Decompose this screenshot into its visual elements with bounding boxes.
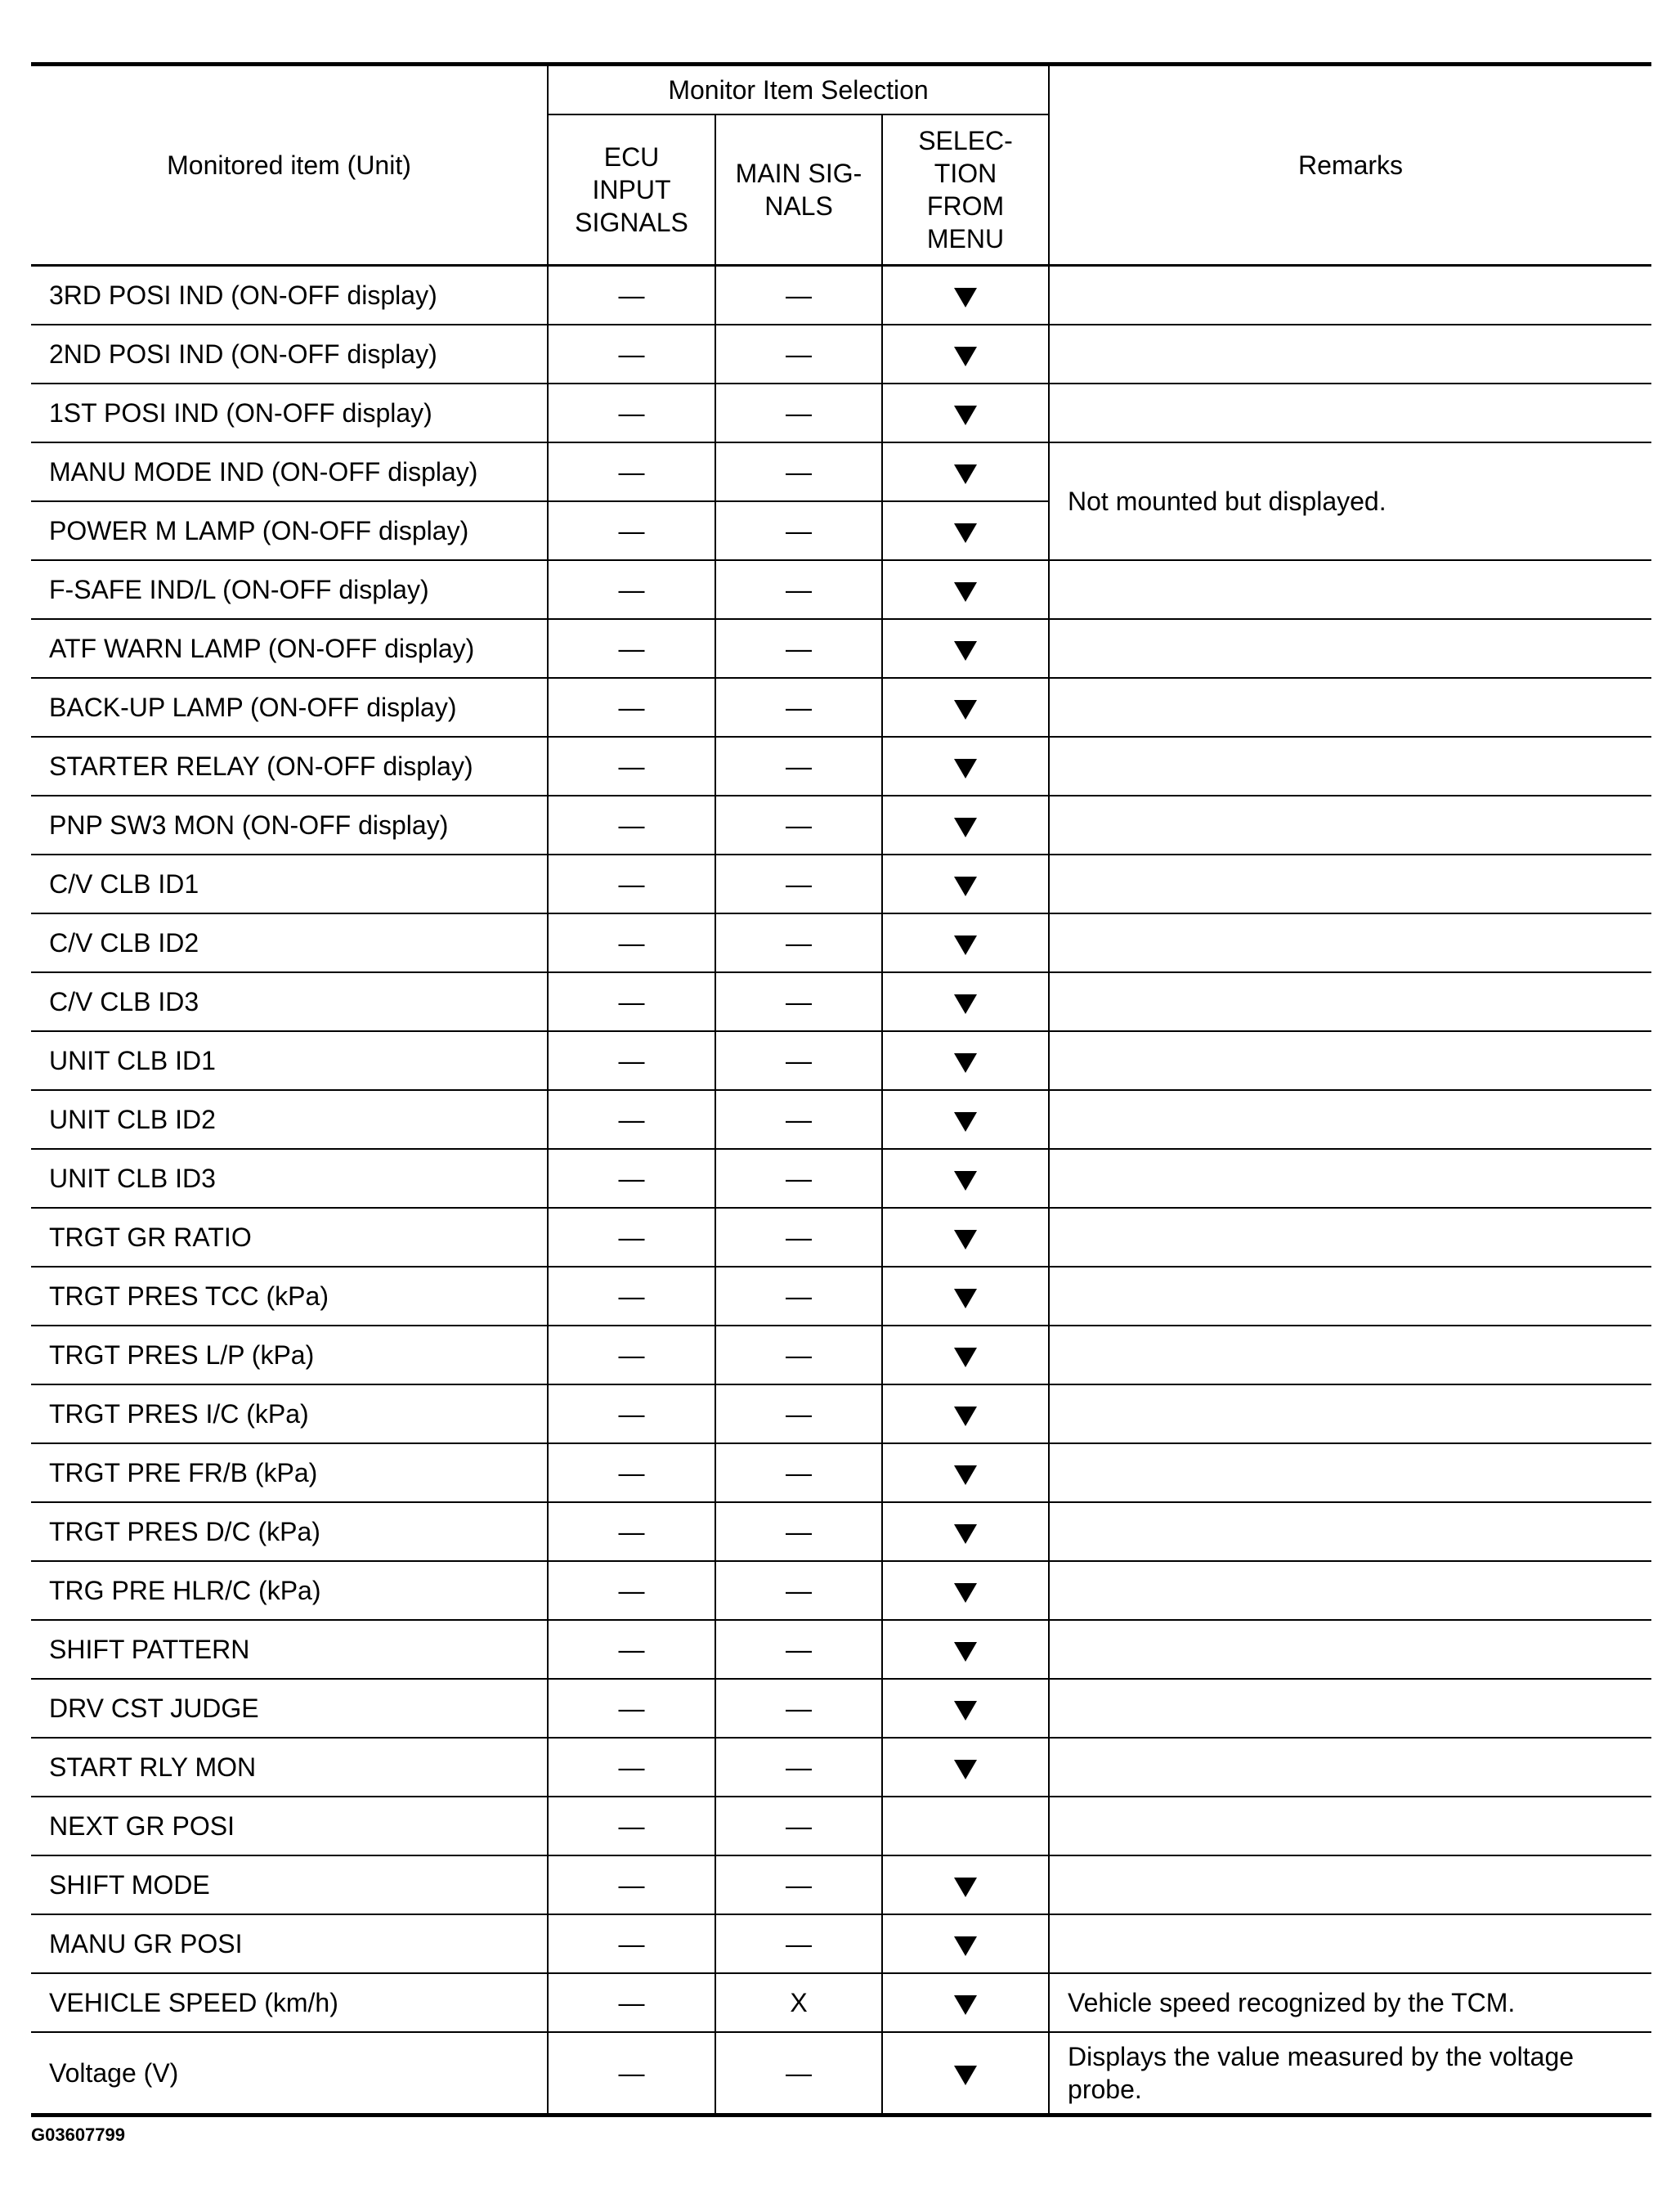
monitored-item-cell: C/V CLB ID1: [31, 855, 548, 913]
ecu-input-signals-cell: —: [548, 1561, 715, 1620]
selection-from-menu-cell: [882, 266, 1049, 325]
remarks-cell: [1049, 266, 1651, 325]
triangle-down-icon: [954, 1642, 977, 1662]
remarks-cell: [1049, 619, 1651, 678]
ecu-input-signals-cell: —: [548, 1620, 715, 1679]
selection-from-menu-cell: [882, 796, 1049, 855]
monitored-item-cell: 2ND POSI IND (ON-OFF display): [31, 325, 548, 384]
triangle-down-icon: [954, 641, 977, 661]
monitored-item-cell: DRV CST JUDGE: [31, 1679, 548, 1738]
main-signals-cell: —: [715, 1738, 882, 1797]
main-signals-cell: —: [715, 972, 882, 1031]
monitored-item-cell: 3RD POSI IND (ON-OFF display): [31, 266, 548, 325]
monitored-item-cell: TRGT PRES TCC (kPa): [31, 1267, 548, 1326]
monitored-item-cell: TRGT PRES D/C (kPa): [31, 1502, 548, 1561]
header-monitored-item: Monitored item (Unit): [31, 65, 548, 266]
remarks-cell: [1049, 737, 1651, 796]
triangle-down-icon: [954, 1230, 977, 1250]
ecu-input-signals-cell: —: [548, 619, 715, 678]
remarks-cell: [1049, 1267, 1651, 1326]
selection-from-menu-cell: [882, 501, 1049, 560]
table-row: [31, 1679, 1651, 1738]
selection-from-menu-cell: [882, 384, 1049, 442]
triangle-down-icon: [954, 1407, 977, 1426]
ecu-input-signals-cell: —: [548, 796, 715, 855]
table-row: [31, 1031, 1651, 1090]
triangle-down-icon: [954, 1112, 977, 1132]
selection-from-menu-cell: [882, 1443, 1049, 1502]
monitor-item-table-sheet: [31, 62, 1651, 2117]
triangle-down-icon: [954, 818, 977, 837]
table-row: [31, 913, 1651, 972]
selection-from-menu-cell: [882, 1384, 1049, 1443]
ecu-input-signals-cell: —: [548, 1797, 715, 1855]
main-signals-cell: X: [715, 1973, 882, 2032]
remarks-cell: [1049, 1443, 1651, 1502]
triangle-down-icon: [954, 1171, 977, 1191]
triangle-down-icon: [954, 2066, 977, 2085]
remarks-cell: Displays the value measured by the voltage probe.: [1049, 2032, 1651, 2116]
ecu-input-signals-cell: —: [548, 1208, 715, 1267]
ecu-input-signals-cell: —: [548, 501, 715, 560]
table-body: [31, 266, 1651, 2116]
header-main-signals: MAIN SIG- NALS: [715, 114, 882, 266]
selection-from-menu-cell: [882, 1620, 1049, 1679]
selection-from-menu-cell: [882, 737, 1049, 796]
main-signals-cell: —: [715, 1561, 882, 1620]
table-row: [31, 1326, 1651, 1384]
main-signals-cell: —: [715, 1855, 882, 1914]
selection-from-menu-cell: [882, 972, 1049, 1031]
remarks-cell: [1049, 1855, 1651, 1914]
ecu-input-signals-cell: —: [548, 560, 715, 619]
ecu-input-signals-cell: —: [548, 2032, 715, 2116]
remarks-cell: [1049, 972, 1651, 1031]
selection-from-menu-cell: [882, 678, 1049, 737]
table-row: [31, 1149, 1651, 1208]
ecu-input-signals-cell: —: [548, 1679, 715, 1738]
triangle-down-icon: [954, 1053, 977, 1073]
main-signals-cell: —: [715, 1267, 882, 1326]
monitored-item-cell: SHIFT MODE: [31, 1855, 548, 1914]
main-signals-cell: —: [715, 1797, 882, 1855]
table-row: [31, 1384, 1651, 1443]
main-signals-cell: —: [715, 501, 882, 560]
ecu-input-signals-cell: —: [548, 1502, 715, 1561]
monitored-item-cell: BACK-UP LAMP (ON-OFF display): [31, 678, 548, 737]
ecu-input-signals-cell: —: [548, 972, 715, 1031]
triangle-down-icon: [954, 1465, 977, 1485]
ecu-input-signals-cell: —: [548, 737, 715, 796]
monitored-item-cell: TRG PRE HLR/C (kPa): [31, 1561, 548, 1620]
remarks-cell: [1049, 1679, 1651, 1738]
selection-from-menu-cell: [882, 1973, 1049, 2032]
remarks-cell: [1049, 1031, 1651, 1090]
ecu-input-signals-cell: —: [548, 1855, 715, 1914]
main-signals-cell: —: [715, 619, 882, 678]
ecu-input-signals-cell: —: [548, 1090, 715, 1149]
monitored-item-cell: F-SAFE IND/L (ON-OFF display): [31, 560, 548, 619]
header-monitor-item-selection: Monitor Item Selection: [548, 65, 1049, 115]
main-signals-cell: —: [715, 442, 882, 501]
monitored-item-cell: ATF WARN LAMP (ON-OFF display): [31, 619, 548, 678]
table-row: [31, 1267, 1651, 1326]
monitored-item-cell: PNP SW3 MON (ON-OFF display): [31, 796, 548, 855]
main-signals-cell: —: [715, 1031, 882, 1090]
monitored-item-cell: VEHICLE SPEED (km/h): [31, 1973, 548, 2032]
remarks-cell: [1049, 1502, 1651, 1561]
header-remarks: Remarks: [1049, 65, 1651, 266]
table-row: [31, 737, 1651, 796]
triangle-down-icon: [954, 1936, 977, 1956]
triangle-down-icon: [954, 1878, 977, 1897]
monitored-item-cell: STARTER RELAY (ON-OFF display): [31, 737, 548, 796]
triangle-down-icon: [954, 1701, 977, 1721]
main-signals-cell: —: [715, 796, 882, 855]
main-signals-cell: —: [715, 1443, 882, 1502]
main-signals-cell: —: [715, 855, 882, 913]
remarks-cell: [1049, 560, 1651, 619]
triangle-down-icon: [954, 582, 977, 602]
ecu-input-signals-cell: —: [548, 855, 715, 913]
triangle-down-icon: [954, 1348, 977, 1367]
triangle-down-icon: [954, 700, 977, 720]
selection-from-menu-cell: [882, 325, 1049, 384]
table-row: [31, 619, 1651, 678]
ecu-input-signals-cell: —: [548, 1384, 715, 1443]
main-signals-cell: —: [715, 678, 882, 737]
table-row: [31, 1797, 1651, 1855]
selection-from-menu-cell: [882, 2032, 1049, 2116]
triangle-down-icon: [954, 935, 977, 955]
selection-from-menu-cell: [882, 1679, 1049, 1738]
ecu-input-signals-cell: —: [548, 384, 715, 442]
selection-from-menu-cell: [882, 1326, 1049, 1384]
ecu-input-signals-cell: —: [548, 678, 715, 737]
triangle-down-icon: [954, 1760, 977, 1779]
ecu-input-signals-cell: —: [548, 1326, 715, 1384]
monitored-item-cell: UNIT CLB ID1: [31, 1031, 548, 1090]
table-row: [31, 855, 1651, 913]
monitored-item-cell: Voltage (V): [31, 2032, 548, 2116]
triangle-down-icon: [954, 1289, 977, 1308]
remarks-cell: [1049, 1326, 1651, 1384]
remarks-cell: [1049, 796, 1651, 855]
triangle-down-icon: [954, 1995, 977, 2015]
triangle-down-icon: [954, 347, 977, 366]
monitored-item-cell: MANU GR POSI: [31, 1914, 548, 1973]
table-row: [31, 972, 1651, 1031]
main-signals-cell: —: [715, 266, 882, 325]
ecu-input-signals-cell: —: [548, 442, 715, 501]
remarks-cell: [1049, 1149, 1651, 1208]
remarks-cell: Vehicle speed recognized by the TCM.: [1049, 1973, 1651, 2032]
selection-from-menu-cell: [882, 1090, 1049, 1149]
selection-from-menu-cell: [882, 560, 1049, 619]
triangle-down-icon: [954, 877, 977, 896]
monitored-item-cell: POWER M LAMP (ON-OFF display): [31, 501, 548, 560]
triangle-down-icon: [954, 994, 977, 1014]
triangle-down-icon: [954, 406, 977, 425]
monitored-item-cell: C/V CLB ID2: [31, 913, 548, 972]
main-signals-cell: —: [715, 1914, 882, 1973]
remarks-cell: [1049, 1208, 1651, 1267]
monitored-item-cell: SHIFT PATTERN: [31, 1620, 548, 1679]
table-row: [31, 1090, 1651, 1149]
main-signals-cell: —: [715, 1620, 882, 1679]
main-signals-cell: —: [715, 560, 882, 619]
selection-from-menu-cell: [882, 1267, 1049, 1326]
header-ecu-input-signals: ECU INPUT SIGNALS: [548, 114, 715, 266]
remarks-cell: [1049, 384, 1651, 442]
main-signals-cell: —: [715, 1208, 882, 1267]
figure-id: G03607799: [31, 2124, 125, 2145]
table-row: [31, 1855, 1651, 1914]
table-row: [31, 1973, 1651, 2032]
table-row: [31, 1561, 1651, 1620]
table-row: [31, 384, 1651, 442]
table-row: [31, 1738, 1651, 1797]
triangle-down-icon: [954, 523, 977, 543]
table-row: [31, 678, 1651, 737]
selection-from-menu-cell: [882, 913, 1049, 972]
table-row: [31, 266, 1651, 325]
ecu-input-signals-cell: —: [548, 1914, 715, 1973]
monitored-item-cell: NEXT GR POSI: [31, 1797, 548, 1855]
ecu-input-signals-cell: —: [548, 1267, 715, 1326]
table-row: [31, 796, 1651, 855]
remarks-cell: [1049, 325, 1651, 384]
selection-from-menu-cell: [882, 1208, 1049, 1267]
table-row: [31, 1502, 1651, 1561]
monitored-item-cell: TRGT GR RATIO: [31, 1208, 548, 1267]
ecu-input-signals-cell: —: [548, 1443, 715, 1502]
selection-from-menu-cell: [882, 619, 1049, 678]
main-signals-cell: —: [715, 1679, 882, 1738]
remarks-cell: [1049, 1384, 1651, 1443]
main-signals-cell: —: [715, 913, 882, 972]
ecu-input-signals-cell: —: [548, 913, 715, 972]
monitored-item-cell: TRGT PRES I/C (kPa): [31, 1384, 548, 1443]
triangle-down-icon: [954, 464, 977, 484]
selection-from-menu-cell: [882, 1502, 1049, 1561]
remarks-cell: [1049, 678, 1651, 737]
selection-from-menu-cell: [882, 1031, 1049, 1090]
selection-from-menu-cell: [882, 855, 1049, 913]
monitor-item-table: [31, 62, 1651, 2117]
selection-from-menu-cell: [882, 442, 1049, 501]
selection-from-menu-cell: [882, 1738, 1049, 1797]
header-selection-from-menu: SELEC- TION FROM MENU: [882, 114, 1049, 266]
monitored-item-cell: 1ST POSI IND (ON-OFF display): [31, 384, 548, 442]
selection-from-menu-cell: [882, 1914, 1049, 1973]
remarks-cell: [1049, 855, 1651, 913]
table-row: [31, 1914, 1651, 1973]
main-signals-cell: —: [715, 325, 882, 384]
monitored-item-cell: C/V CLB ID3: [31, 972, 548, 1031]
monitored-item-cell: UNIT CLB ID2: [31, 1090, 548, 1149]
ecu-input-signals-cell: —: [548, 325, 715, 384]
ecu-input-signals-cell: —: [548, 1031, 715, 1090]
triangle-down-icon: [954, 759, 977, 778]
table-row: [31, 1208, 1651, 1267]
remarks-cell: [1049, 1738, 1651, 1797]
remarks-cell: [1049, 1561, 1651, 1620]
main-signals-cell: —: [715, 2032, 882, 2116]
monitored-item-cell: TRGT PRE FR/B (kPa): [31, 1443, 548, 1502]
triangle-down-icon: [954, 288, 977, 307]
main-signals-cell: —: [715, 1326, 882, 1384]
table-row: [31, 442, 1651, 501]
table-row: [31, 1620, 1651, 1679]
main-signals-cell: —: [715, 1384, 882, 1443]
selection-from-menu-cell: [882, 1797, 1049, 1855]
selection-from-menu-cell: [882, 1561, 1049, 1620]
ecu-input-signals-cell: —: [548, 1738, 715, 1797]
ecu-input-signals-cell: —: [548, 266, 715, 325]
selection-from-menu-cell: [882, 1149, 1049, 1208]
table-row: [31, 1443, 1651, 1502]
monitored-item-cell: START RLY MON: [31, 1738, 548, 1797]
remarks-cell: [1049, 1914, 1651, 1973]
table-row: [31, 325, 1651, 384]
main-signals-cell: —: [715, 1090, 882, 1149]
remarks-cell: [1049, 1090, 1651, 1149]
table-row: [31, 560, 1651, 619]
main-signals-cell: —: [715, 384, 882, 442]
triangle-down-icon: [954, 1524, 977, 1544]
main-signals-cell: —: [715, 1502, 882, 1561]
monitored-item-cell: TRGT PRES L/P (kPa): [31, 1326, 548, 1384]
remarks-cell: [1049, 1797, 1651, 1855]
selection-from-menu-cell: [882, 1855, 1049, 1914]
table-row: [31, 2032, 1651, 2116]
triangle-down-icon: [954, 1583, 977, 1603]
monitored-item-cell: UNIT CLB ID3: [31, 1149, 548, 1208]
main-signals-cell: —: [715, 737, 882, 796]
monitored-item-cell: MANU MODE IND (ON-OFF display): [31, 442, 548, 501]
remarks-cell: [1049, 1620, 1651, 1679]
ecu-input-signals-cell: —: [548, 1973, 715, 2032]
remarks-cell: Not mounted but displayed.: [1049, 442, 1651, 560]
ecu-input-signals-cell: —: [548, 1149, 715, 1208]
main-signals-cell: —: [715, 1149, 882, 1208]
remarks-cell: [1049, 913, 1651, 972]
